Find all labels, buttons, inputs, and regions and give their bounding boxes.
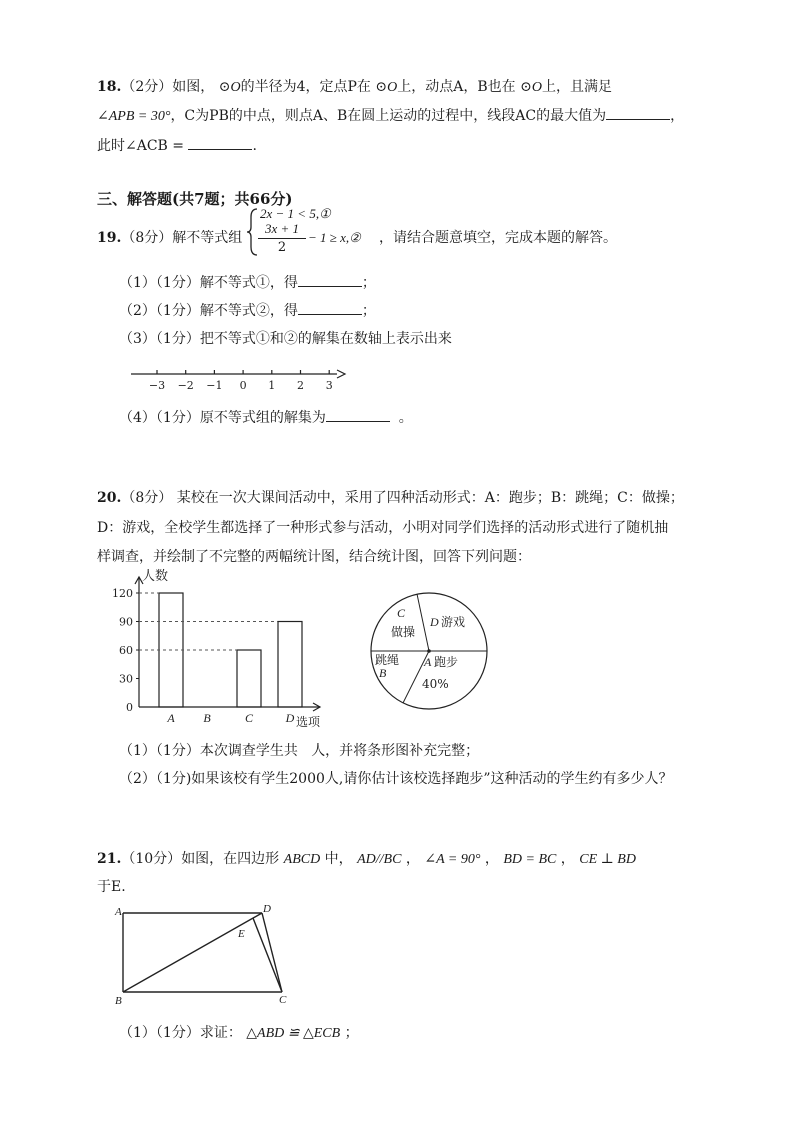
q20-sub1-text: （1）（1分）本次调查学生共: [119, 743, 298, 759]
q18-line3: [97, 135, 257, 155]
point-c-label: C: [279, 994, 287, 1006]
q20-line2: D：游戏，全校学生都选择了一种形式参与活动，小明对同学们选择的活动形式进行了随机抽: [97, 520, 669, 536]
pie-center: [427, 649, 431, 653]
q19-sub2-text: （2）（1分）解不等式②，得: [119, 303, 298, 319]
bar-d: [278, 622, 302, 708]
q18-o2: O: [387, 80, 398, 95]
q18-blank-1[interactable]: [606, 105, 670, 120]
bar-y-tick-label: 120: [112, 587, 133, 600]
q20-sub1-text-b: 人，并将条形图补充完整；: [311, 743, 480, 759]
bar-category-label: D: [285, 711, 295, 725]
q19-blank-4[interactable]: [326, 407, 390, 422]
q20-line1: [97, 487, 684, 507]
bar-c: [237, 650, 261, 707]
q18-text-b: 的半径为4，定点P在: [240, 79, 371, 95]
bar-y-tick-label: 60: [119, 644, 133, 657]
pie-label-a-percent: 40%: [422, 677, 449, 691]
bar-category-label: B: [203, 711, 211, 725]
q21-cond2: ∠A = 90°: [424, 852, 481, 867]
q19-sub2-end: ；: [361, 303, 376, 319]
pie-label-c-letter: C: [397, 606, 406, 620]
bar-y-tick-label: 30: [119, 672, 133, 686]
q21-figure: [110, 900, 300, 1010]
number-line-label: −2: [177, 379, 194, 392]
pie-label-b-letter: B: [379, 666, 387, 680]
q21-cond4: CE ⊥ BD: [579, 852, 636, 867]
q18-blank-2[interactable]: [188, 135, 252, 150]
q21-sub1: [119, 1022, 359, 1042]
q19-sub1-end: ；: [361, 275, 376, 291]
bar-chart: [105, 563, 345, 733]
q19-blank-2[interactable]: [298, 300, 362, 315]
q19-sub1-text: （1）（1分）解不等式①，得: [119, 275, 298, 291]
q20-sub2: （2）（1分)如果该校有学生2000人,请你估计该校选择跑步”这种活动的学生约有多少人？: [119, 771, 673, 787]
bar-y-tick-label: 0: [126, 701, 133, 714]
q21-proof: △ABD ≌ △ECB: [246, 1026, 341, 1041]
q21-abcd: ABCD: [283, 852, 321, 867]
q19-sub1: [119, 272, 376, 292]
circle-dot-symbol: ⊙: [218, 79, 231, 95]
q19-sub4: [119, 407, 413, 427]
q21-mid: 中，: [324, 851, 353, 867]
q21-sub1-end: ；: [344, 1025, 359, 1041]
q18-line3-end: .: [252, 138, 257, 154]
bar-x-label: 选项: [296, 715, 321, 729]
pie-chart: [366, 589, 496, 714]
q21-lead: 如图，在四边形: [181, 851, 280, 867]
q19-lead-text: 解不等式组: [172, 230, 243, 246]
q18-number: 18.: [97, 79, 122, 95]
q19-sub4-end: 。: [398, 410, 413, 426]
q19-frac-bar: [258, 238, 306, 239]
q20-number: 20.: [97, 490, 122, 506]
q18-line2-text: ，C为PB的中点，则点A、B在圆上运动的过程中，线段AC的最大值为: [170, 108, 607, 124]
q19-ineq2-rest: − 1 ≥ x,②: [308, 230, 361, 245]
q19-lead: [97, 227, 242, 247]
number-line-label: −3: [148, 379, 166, 392]
q21-line1: 21.（10分）如图，在四边形 ABCD 中， AD//BC ， ∠A = 90° ， BD = BC ， CE ⊥ BD: [97, 851, 636, 867]
pie-label-a-letter: A: [424, 655, 432, 669]
q18-angle: ∠APB = 30°: [97, 109, 171, 124]
pie-divider-c: [417, 594, 429, 651]
segment-dc: [262, 913, 282, 992]
q21-score: （10分）: [121, 851, 182, 867]
bar-category-label: A: [167, 711, 175, 725]
q18-line3-text: 此时∠ACB =: [97, 138, 185, 154]
q19-score: （8分）: [121, 230, 173, 246]
q19-ineq2-num: 3x + 1: [264, 221, 300, 236]
q20-score: （8分）: [121, 490, 173, 506]
pie-label-c-text: 做操: [391, 625, 416, 639]
q21-cond3: BD = BC: [503, 852, 557, 867]
q18-line2-end: ，: [670, 108, 685, 124]
segment-bd: [123, 913, 262, 992]
bar-y-label: 人数: [142, 569, 169, 584]
circle-dot-symbol: ⊙: [520, 79, 532, 95]
pie-label-a-text: 跑步: [434, 655, 459, 669]
q19-sub2: [119, 300, 376, 320]
q19-number: 19.: [97, 230, 122, 246]
q20-line1-text: 某校在一次大课间活动中，采用了四种活动形式：A：跑步；B：跳绳；C：做操；: [176, 490, 684, 506]
q18-text-d: 上，且满足: [541, 79, 612, 95]
q18-text-c: 上，动点A，B也在: [397, 79, 516, 95]
q21-number: 21.: [97, 851, 122, 867]
number-line-label: 2: [297, 379, 304, 392]
q18-score: （2分）: [121, 79, 173, 95]
number-line-label: 3: [325, 379, 333, 392]
pie-label-d-letter: D: [430, 615, 439, 629]
point-a-label: A: [115, 906, 122, 918]
q18-line1: [97, 76, 612, 96]
pie-label-b-text: 跳绳: [375, 653, 400, 667]
point-d-label: D: [263, 903, 271, 915]
q18-o3: O: [531, 80, 542, 95]
segment-ce: [253, 918, 282, 992]
number-line-label: 1: [268, 379, 276, 392]
q21-sub1-text: （1）（1分）求证：: [119, 1025, 242, 1041]
q18-line2: [97, 105, 684, 125]
number-line-label: −1: [206, 379, 223, 392]
point-b-label: B: [115, 995, 122, 1007]
q19-ineq1: 2x − 1 < 5,①: [260, 206, 331, 221]
number-line-arrow: [337, 370, 345, 378]
q19-blank-1[interactable]: [298, 272, 362, 287]
q19-sub4-text: （4）（1分）原不等式组的解集为: [119, 410, 326, 426]
q19-sub3: （3）（1分）把不等式①和②的解集在数轴上表示出来: [119, 331, 452, 347]
q20-line3: 样调查，并绘制了不完整的两幅统计图，结合统计图，回答下列问题：: [97, 549, 531, 565]
q20-sub1: [119, 740, 479, 760]
point-e-label: E: [238, 928, 245, 940]
q21-line2: 于E.: [97, 879, 126, 895]
bar-category-label: C: [244, 711, 254, 725]
bar-y-tick-label: 90: [119, 615, 133, 629]
pie-label-d-text: 游戏: [441, 615, 466, 629]
q18-text-a: 如图，: [172, 79, 215, 95]
number-line-label: 0: [239, 379, 247, 392]
q19-tail: ，请结合题意填空，完成本题的解答。: [379, 230, 617, 246]
circle-dot-symbol: ⊙: [375, 79, 388, 95]
q18-o1: O: [230, 80, 241, 95]
section-heading: 三、解答题(共7题；共66分): [97, 190, 293, 208]
q21-cond1: AD//BC: [357, 852, 402, 867]
q19-ineq2-den: 2: [277, 240, 287, 255]
number-line: [125, 352, 355, 392]
